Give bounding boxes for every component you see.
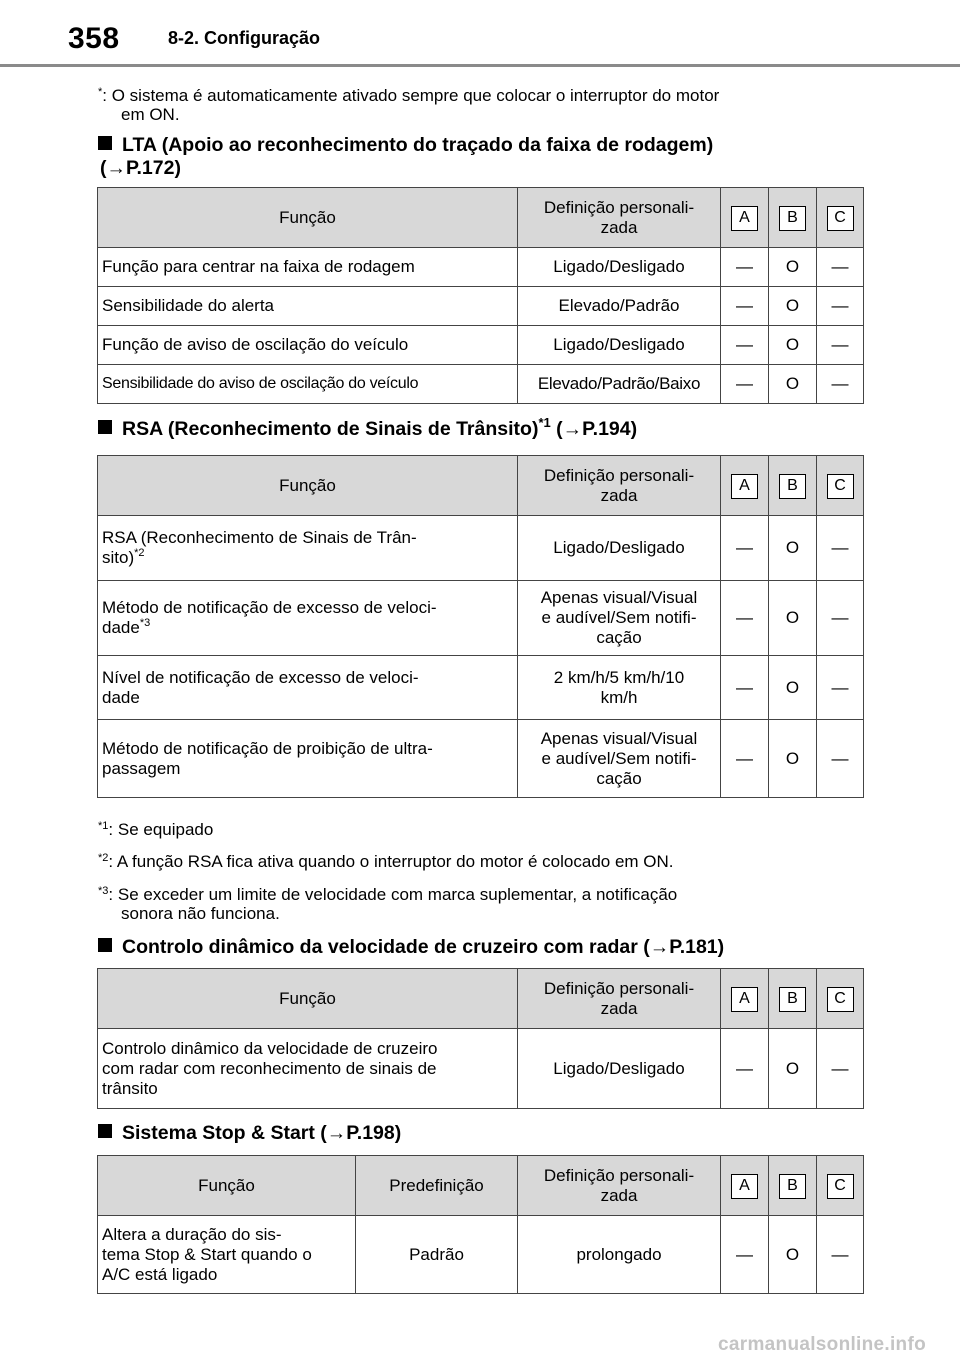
table-row <box>98 1216 864 1294</box>
page-header <box>0 0 960 68</box>
rsa-heading-ref: (→P.194) <box>550 418 638 440</box>
cell-c: — <box>817 248 864 287</box>
intro-note <box>98 86 719 124</box>
col-c <box>817 456 864 516</box>
cell-predefinicao: Padrão <box>356 1216 518 1294</box>
rsa-heading <box>98 415 638 441</box>
col-a <box>721 1156 769 1216</box>
square-bullet-icon <box>98 136 112 150</box>
letter-b-box: B <box>779 1174 806 1199</box>
watermark: carmanualsonline.info <box>718 1334 926 1355</box>
note-marker: * <box>98 86 103 98</box>
letter-b-box: B <box>779 206 806 231</box>
col-a <box>721 969 769 1029</box>
table-row <box>98 1029 864 1109</box>
cell-definicao: Apenas visual/Visual e audível/Sem notifi- cação <box>518 720 721 798</box>
cell-definicao: Elevado/Padrão/Baixo <box>518 365 721 404</box>
cell-definicao: prolongado <box>518 1216 721 1294</box>
cell-definicao: Ligado/Desligado <box>518 516 721 581</box>
cell-c: — <box>817 516 864 581</box>
stopstart-table <box>97 1155 864 1294</box>
col-predefinicao: Predefinição <box>356 1156 518 1216</box>
table-header-row <box>98 969 864 1029</box>
cell-b: O <box>769 287 817 326</box>
table-header-row <box>98 456 864 516</box>
col-funcao: Função <box>98 969 518 1029</box>
cell-definicao: Apenas visual/Visual e audível/Sem notifi- cação <box>518 581 721 656</box>
square-bullet-icon <box>98 938 112 952</box>
cell-a: — <box>721 516 769 581</box>
letter-c-box: C <box>827 987 854 1012</box>
cell-c: — <box>817 581 864 656</box>
cell-c: — <box>817 720 864 798</box>
cell-funcao: RSA (Reconhecimento de Sinais de Trân- sito)$^{*2}$ <box>98 516 518 581</box>
col-definicao: Definição personali- zada <box>518 188 721 248</box>
cell-b: O <box>769 326 817 365</box>
page-number: 358 <box>68 22 120 55</box>
letter-a-box: A <box>731 474 758 499</box>
cell-definicao: 2 km/h/5 km/h/10 km/h <box>518 656 721 720</box>
header-divider <box>0 64 960 67</box>
cell-definicao: Elevado/Padrão <box>518 287 721 326</box>
letter-c-box: C <box>827 1174 854 1199</box>
table-row <box>98 326 864 365</box>
cell-definicao: Ligado/Desligado <box>518 326 721 365</box>
cruise-heading: Controlo dinâmico da velocidade de cruzeiro com radar (→P.181) <box>98 936 724 959</box>
col-a <box>721 188 769 248</box>
cell-a: — <box>721 656 769 720</box>
square-bullet-icon <box>98 420 112 434</box>
cell-funcao: Controlo dinâmico da velocidade de cruzeiro com radar com reconhecimento de sinais de trânsito <box>98 1029 518 1109</box>
letter-a-box: A <box>731 1174 758 1199</box>
col-c <box>817 188 864 248</box>
cell-b: O <box>769 365 817 404</box>
cruise-table <box>97 968 864 1109</box>
cell-a: — <box>721 720 769 798</box>
cell-c: — <box>817 1216 864 1294</box>
cell-b: O <box>769 581 817 656</box>
cell-a: — <box>721 365 769 404</box>
cell-funcao: Sensibilidade do alerta <box>98 287 518 326</box>
cell-b: O <box>769 248 817 287</box>
cell-b: O <box>769 1216 817 1294</box>
cell-a: — <box>721 1216 769 1294</box>
cell-definicao: Ligado/Desligado <box>518 248 721 287</box>
rsa-table <box>97 455 864 798</box>
lta-heading-ref: (→P.172) <box>100 157 181 179</box>
table-row <box>98 516 864 581</box>
cell-c: — <box>817 656 864 720</box>
col-b <box>769 1156 817 1216</box>
cell-a: — <box>721 248 769 287</box>
cell-funcao: Nível de notificação de excesso de veloci- dade <box>98 656 518 720</box>
table-row <box>98 287 864 326</box>
table-row <box>98 720 864 798</box>
letter-a-box: A <box>731 987 758 1012</box>
col-c <box>817 1156 864 1216</box>
table-row <box>98 248 864 287</box>
footnote-2: $^{*2}$: A função RSA fica ativa quando o interruptor do motor é colocado em ON. <box>98 852 674 871</box>
note-text-cont: em ON. <box>121 105 180 124</box>
letter-b-box: B <box>779 987 806 1012</box>
letter-c-box: C <box>827 474 854 499</box>
col-funcao: Função <box>98 456 518 516</box>
cell-c: — <box>817 287 864 326</box>
rsa-heading-sup: *1 <box>538 415 551 430</box>
cell-a: — <box>721 1029 769 1109</box>
col-b <box>769 188 817 248</box>
cell-c: — <box>817 326 864 365</box>
col-definicao: Definição personali- zada <box>518 969 721 1029</box>
col-c <box>817 969 864 1029</box>
table-row <box>98 656 864 720</box>
letter-a-box: A <box>731 206 758 231</box>
col-b <box>769 456 817 516</box>
cell-c: — <box>817 365 864 404</box>
table-header-row <box>98 1156 864 1216</box>
rsa-heading-text: RSA (Reconhecimento de Sinais de Trânsito) <box>122 418 539 440</box>
cell-a: — <box>721 326 769 365</box>
cell-funcao: Função de aviso de oscilação do veículo <box>98 326 518 365</box>
letter-b-box: B <box>779 474 806 499</box>
col-funcao: Função <box>98 1156 356 1216</box>
note-text: : O sistema é automaticamente ativado sempre que colocar o interruptor do motor <box>102 86 720 105</box>
col-definicao: Definição personali- zada <box>518 1156 721 1216</box>
cell-a: — <box>721 581 769 656</box>
lta-heading-text: LTA (Apoio ao reconhecimento do traçado da faixa de rodagem) <box>122 134 714 156</box>
col-definicao: Definição personali- zada <box>518 456 721 516</box>
lta-table <box>97 187 864 404</box>
cell-b: O <box>769 1029 817 1109</box>
cell-c: — <box>817 1029 864 1109</box>
lta-heading <box>98 134 713 180</box>
table-header-row <box>98 188 864 248</box>
stopstart-heading: Sistema Stop & Start (→P.198) <box>98 1122 401 1145</box>
cell-a: — <box>721 287 769 326</box>
table-row <box>98 365 864 404</box>
letter-c-box: C <box>827 206 854 231</box>
table-row <box>98 581 864 656</box>
cell-b: O <box>769 720 817 798</box>
cell-funcao: Sensibilidade do aviso de oscilação do veículo <box>98 365 518 404</box>
cell-funcao: Função para centrar na faixa de rodagem <box>98 248 518 287</box>
footnote-1: $^{*1}$: Se equipado <box>98 820 214 839</box>
col-b <box>769 969 817 1029</box>
section-title: 8-2. Configuração <box>168 28 321 48</box>
cell-funcao: Método de notificação de proibição de ultra- passagem <box>98 720 518 798</box>
cell-b: O <box>769 516 817 581</box>
footnote-3: $^{*3}$: Se exceder um limite de velocidade com marca suplementar, a notificação sonora não funciona. <box>98 885 678 923</box>
cell-definicao: Ligado/Desligado <box>518 1029 721 1109</box>
cell-b: O <box>769 656 817 720</box>
col-a <box>721 456 769 516</box>
cell-funcao: Método de notificação de excesso de veloci- dade$^{*3}$ <box>98 581 518 656</box>
cell-funcao: Altera a duração do sis- tema Stop & Start quando o A/C está ligado <box>98 1216 356 1294</box>
col-funcao: Função <box>98 188 518 248</box>
square-bullet-icon <box>98 1124 112 1138</box>
